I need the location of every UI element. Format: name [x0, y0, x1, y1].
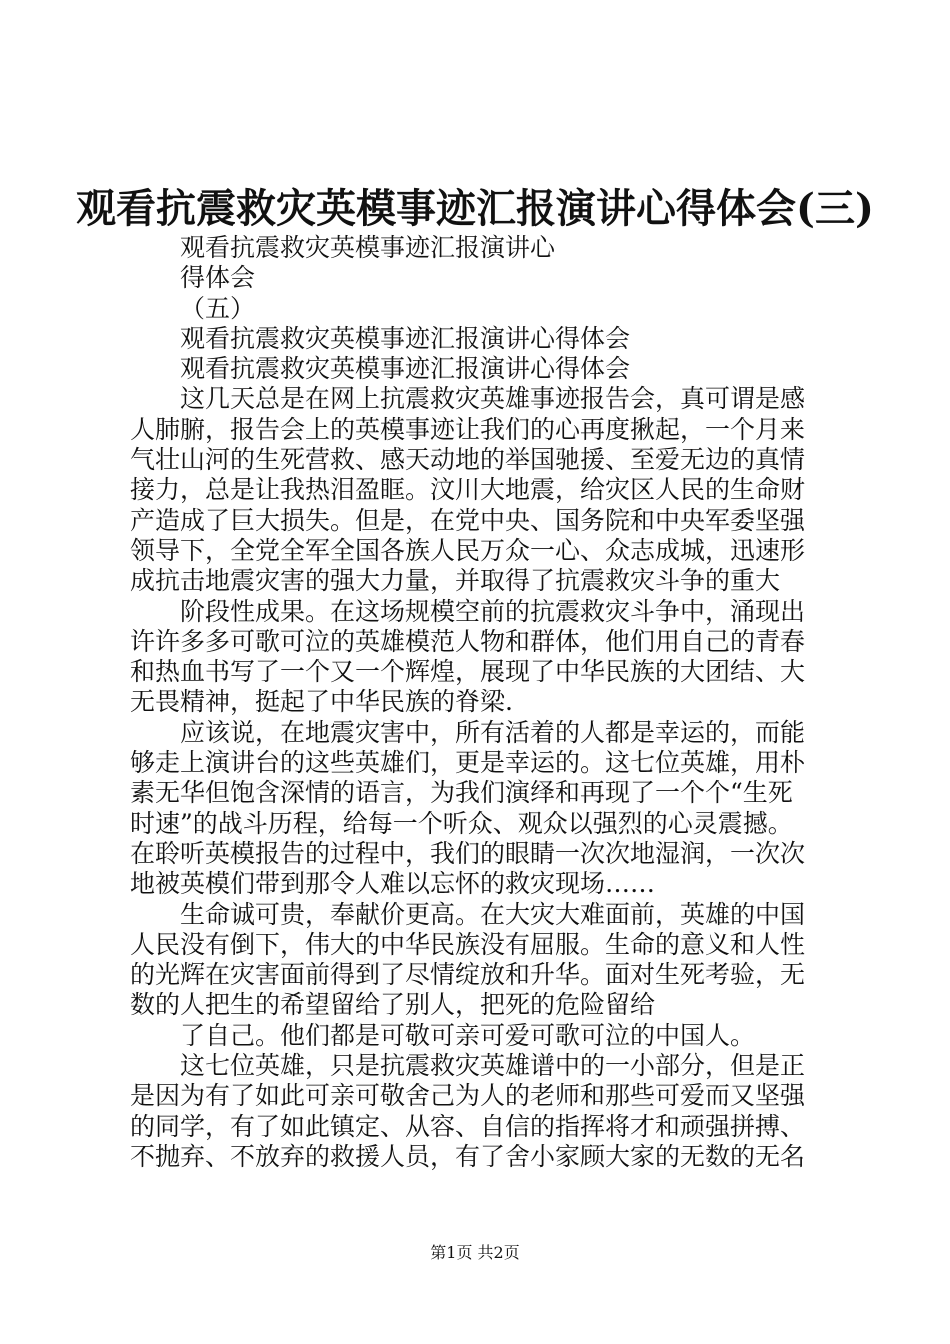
body-line: 不抛弃、不放弃的救援人员，有了舍小家顾大家的无数的无名	[130, 1141, 806, 1171]
body-line: 许许多多可歌可泣的英雄模范人物和群体，他们用自己的青春	[130, 626, 806, 656]
body-line: 的同学，有了如此镇定、从容、自信的指挥将才和顽强拼搏、	[130, 1111, 806, 1141]
body-line: 够走上演讲台的这些英雄们，更是幸运的。这七位英雄，用朴	[130, 748, 806, 778]
body-line: 观看抗震救灾英模事迹汇报演讲心得体会	[180, 323, 631, 353]
body-line: 和热血书写了一个又一个辉煌，展现了中华民族的大团结、大	[130, 657, 806, 687]
body-line: 了自己。他们都是可敬可亲可爱可歌可泣的中国人。	[180, 1020, 756, 1050]
body-line: 领导下，全党全军全国各族人民万众一心、众志成城，迅速形	[130, 535, 806, 565]
body-line: 成抗击地震灾害的强大力量，并取得了抗震救灾斗争的重大	[130, 566, 781, 596]
body-line: 生命诚可贵，奉献价更高。在大灾大难面前，英雄的中国	[180, 899, 806, 929]
body-line: 观看抗震救灾英模事迹汇报演讲心	[180, 233, 556, 262]
body-line: 产造成了巨大损失。但是，在党中央、国务院和中央军委坚强	[130, 505, 806, 535]
body-line: 得体会	[180, 263, 256, 293]
body-line: （五）	[180, 293, 256, 323]
body-line: 阶段性成果。在这场规模空前的抗震救灾斗争中，涌现出	[180, 596, 806, 626]
body-line: 人民没有倒下，伟大的中华民族没有屈服。生命的意义和人性	[130, 929, 806, 959]
body-line: 这几天总是在网上抗震救灾英雄事迹报告会，真可谓是感	[180, 384, 806, 414]
body-line: 的光辉在灾害面前得到了尽情绽放和升华。面对生死考验，无	[130, 960, 806, 990]
body-line: 气壮山河的生死营救、感天动地的举国驰援、至爱无边的真情	[130, 445, 806, 475]
body-line: 观看抗震救灾英模事迹汇报演讲心得体会	[180, 354, 631, 384]
body-line: 是因为有了如此可亲可敬舍己为人的老师和那些可爱而又坚强	[130, 1081, 806, 1111]
body-line: 无畏精神，挺起了中华民族的脊梁.	[130, 687, 513, 717]
body-line: 地被英模们带到那令人难以忘怀的救灾现场……	[130, 869, 656, 899]
page-footer: 第1页 共2页	[430, 1243, 520, 1262]
body-line: 在聆听英模报告的过程中，我们的眼睛一次次地湿润，一次次	[130, 838, 806, 868]
body-line: 素无华但饱含深情的语言，为我们演绎和再现了一个个“生死	[130, 778, 793, 808]
document-title: 观看抗震救灾英模事迹汇报演讲心得体会(三)	[76, 185, 874, 232]
body-line: 人肺腑，报告会上的英模事迹让我们的心再度揪起，一个月来	[130, 414, 806, 444]
body-line: 接力，总是让我热泪盈眶。汶川大地震，给灾区人民的生命财	[130, 475, 806, 505]
body-line: 应该说，在地震灾害中，所有活着的人都是幸运的，而能	[180, 717, 806, 747]
body-line: 这七位英雄，只是抗震救灾英雄谱中的一小部分，但是正	[180, 1051, 806, 1081]
body-line: 数的人把生的希望留给了别人，把死的危险留给	[130, 990, 656, 1020]
document-body	[130, 233, 830, 1172]
body-line: 时速”的战斗历程，给每一个听众、观众以强烈的心灵震撼。	[130, 808, 793, 838]
